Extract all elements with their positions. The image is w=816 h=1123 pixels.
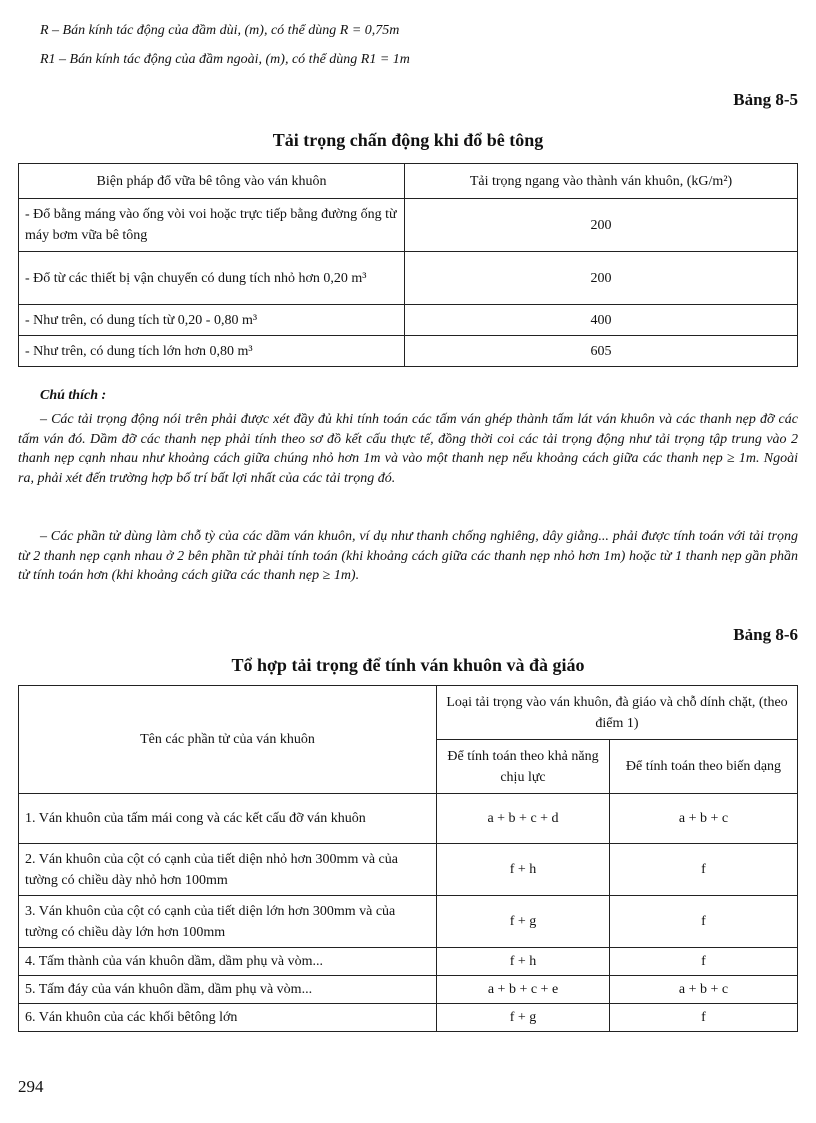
table-8-5-header-load: Tải trọng ngang vào thành ván khuôn, (kG/m²) xyxy=(405,164,798,199)
table-8-6-header-strength: Để tính toán theo khả năng chịu lực xyxy=(437,740,610,794)
table-8-6-element: 5. Tấm đáy của ván khuôn dầm, dầm phụ và vòm... xyxy=(19,976,437,1004)
table-8-6-element: 6. Ván khuôn của các khối bêtông lớn xyxy=(19,1004,437,1032)
table-8-6-deform: f xyxy=(610,948,798,976)
table-8-5-label: Bảng 8-5 xyxy=(733,90,798,109)
definition-r1: R1 – Bán kính tác động của đầm ngoài, (m), có thể dùng R1 = 1m xyxy=(40,52,410,67)
table-8-6-header-deform: Để tính toán theo biến dạng xyxy=(610,740,798,794)
table-8-5-title: Tải trọng chấn động khi đổ bê tông xyxy=(272,130,544,150)
table-8-5-load: 605 xyxy=(405,336,798,367)
table-row xyxy=(19,976,798,1004)
table-row xyxy=(19,1004,798,1032)
table-8-6-label: Bảng 8-6 xyxy=(733,625,798,644)
table-8-6-element: 2. Ván khuôn của cột có cạnh của tiết diện nhỏ hơn 300mm và của tường có chiều dày nhỏ hơn 100mm xyxy=(19,844,437,896)
table-row xyxy=(19,305,798,336)
table-8-5-method: - Như trên, có dung tích lớn hơn 0,80 m³ xyxy=(19,336,405,367)
table-row xyxy=(19,336,798,367)
table-8-6-deform: f xyxy=(610,896,798,948)
table-row xyxy=(19,948,798,976)
note-paragraph-1: – Các tải trọng động nói trên phải được xét đầy đủ khi tính toán các tấm ván ghép thành tấm lát ván khuôn và các thanh nẹp đỡ các tấm ván đó. Dầm đỡ các thanh nẹp phải tính theo sơ đồ kết cấu thực tế, đồng thời coi các tải trọng động như tải trọng tập trung vào 2 thanh nẹp cạnh nhau như khoảng cách giữa chúng nhỏ hơn 1m và vào một thanh nẹp nếu khoảng cách giữa các thanh nẹp ≥ 1m. Ngoài ra, phải xét đến trường hợp bố trí bất lợi nhất của các tải trọng đó. xyxy=(18,412,798,486)
table-8-5-method: - Đổ bằng máng vào ống vòi voi hoặc trực tiếp bằng đường ống từ máy bơm vữa bê tông xyxy=(19,199,405,252)
table-8-5-load: 200 xyxy=(405,252,798,305)
table-8-5 xyxy=(18,163,798,367)
table-8-5-method: - Như trên, có dung tích từ 0,20 - 0,80 m³ xyxy=(19,305,405,336)
table-8-5-load: 200 xyxy=(405,199,798,252)
definition-r: R – Bán kính tác động của đầm dùi, (m), có thể dùng R = 0,75m xyxy=(40,23,400,38)
table-8-6 xyxy=(18,685,798,1032)
table-8-6-strength: a + b + c + e xyxy=(437,976,610,1004)
table-8-6-strength: f + g xyxy=(437,1004,610,1032)
table-8-6-deform: a + b + c xyxy=(610,976,798,1004)
table-8-6-element: 1. Ván khuôn của tấm mái cong và các kết cấu đỡ ván khuôn xyxy=(19,794,437,844)
table-row xyxy=(19,794,798,844)
table-8-5-method: - Đổ từ các thiết bị vận chuyển có dung tích nhỏ hơn 0,20 m³ xyxy=(19,252,405,305)
table-8-6-title: Tổ hợp tải trọng để tính ván khuôn và đà giáo xyxy=(231,655,585,675)
table-8-6-strength: a + b + c + d xyxy=(437,794,610,844)
note-paragraph-2: – Các phần tử dùng làm chỗ tỳ của các dầm ván khuôn, ví dụ như thanh chống nghiêng, dây giằng... phải được tính toán với tải trọng từ 2 thanh nẹp cạnh nhau ở 2 bên phần tử phải tính toán (khi khoảng cách giữa các thanh nẹp nhỏ hơn 1m) hoặc từ 1 thanh nẹp gần phần tử tính toán hơn (khi khoảng cách giữa các thanh nẹp ≥ 1m). xyxy=(18,529,798,584)
table-8-6-header-element: Tên các phần tử của ván khuôn xyxy=(19,686,437,794)
table-8-6-element: 3. Ván khuôn của cột có cạnh của tiết diện lớn hơn 300mm và của tường có chiều dày lớn hơn 100mm xyxy=(19,896,437,948)
table-8-6-element: 4. Tấm thành của ván khuôn dầm, dầm phụ và vòm... xyxy=(19,948,437,976)
table-row xyxy=(19,199,798,252)
table-8-6-deform: f xyxy=(610,844,798,896)
table-8-6-strength: f + g xyxy=(437,896,610,948)
table-8-6-strength: f + h xyxy=(437,948,610,976)
table-8-6-deform: a + b + c xyxy=(610,794,798,844)
table-8-6-header-group: Loại tải trọng vào ván khuôn, đà giáo và chỗ dính chặt, (theo điểm 1) xyxy=(437,686,798,740)
table-row xyxy=(19,896,798,948)
table-8-5-load: 400 xyxy=(405,305,798,336)
page-number: 294 xyxy=(18,1077,44,1096)
notes-title: Chú thích : xyxy=(40,388,107,403)
table-row xyxy=(19,844,798,896)
table-row xyxy=(19,252,798,305)
table-8-6-strength: f + h xyxy=(437,844,610,896)
table-8-5-header-method: Biện pháp đổ vữa bê tông vào ván khuôn xyxy=(19,164,405,199)
table-8-6-deform: f xyxy=(610,1004,798,1032)
